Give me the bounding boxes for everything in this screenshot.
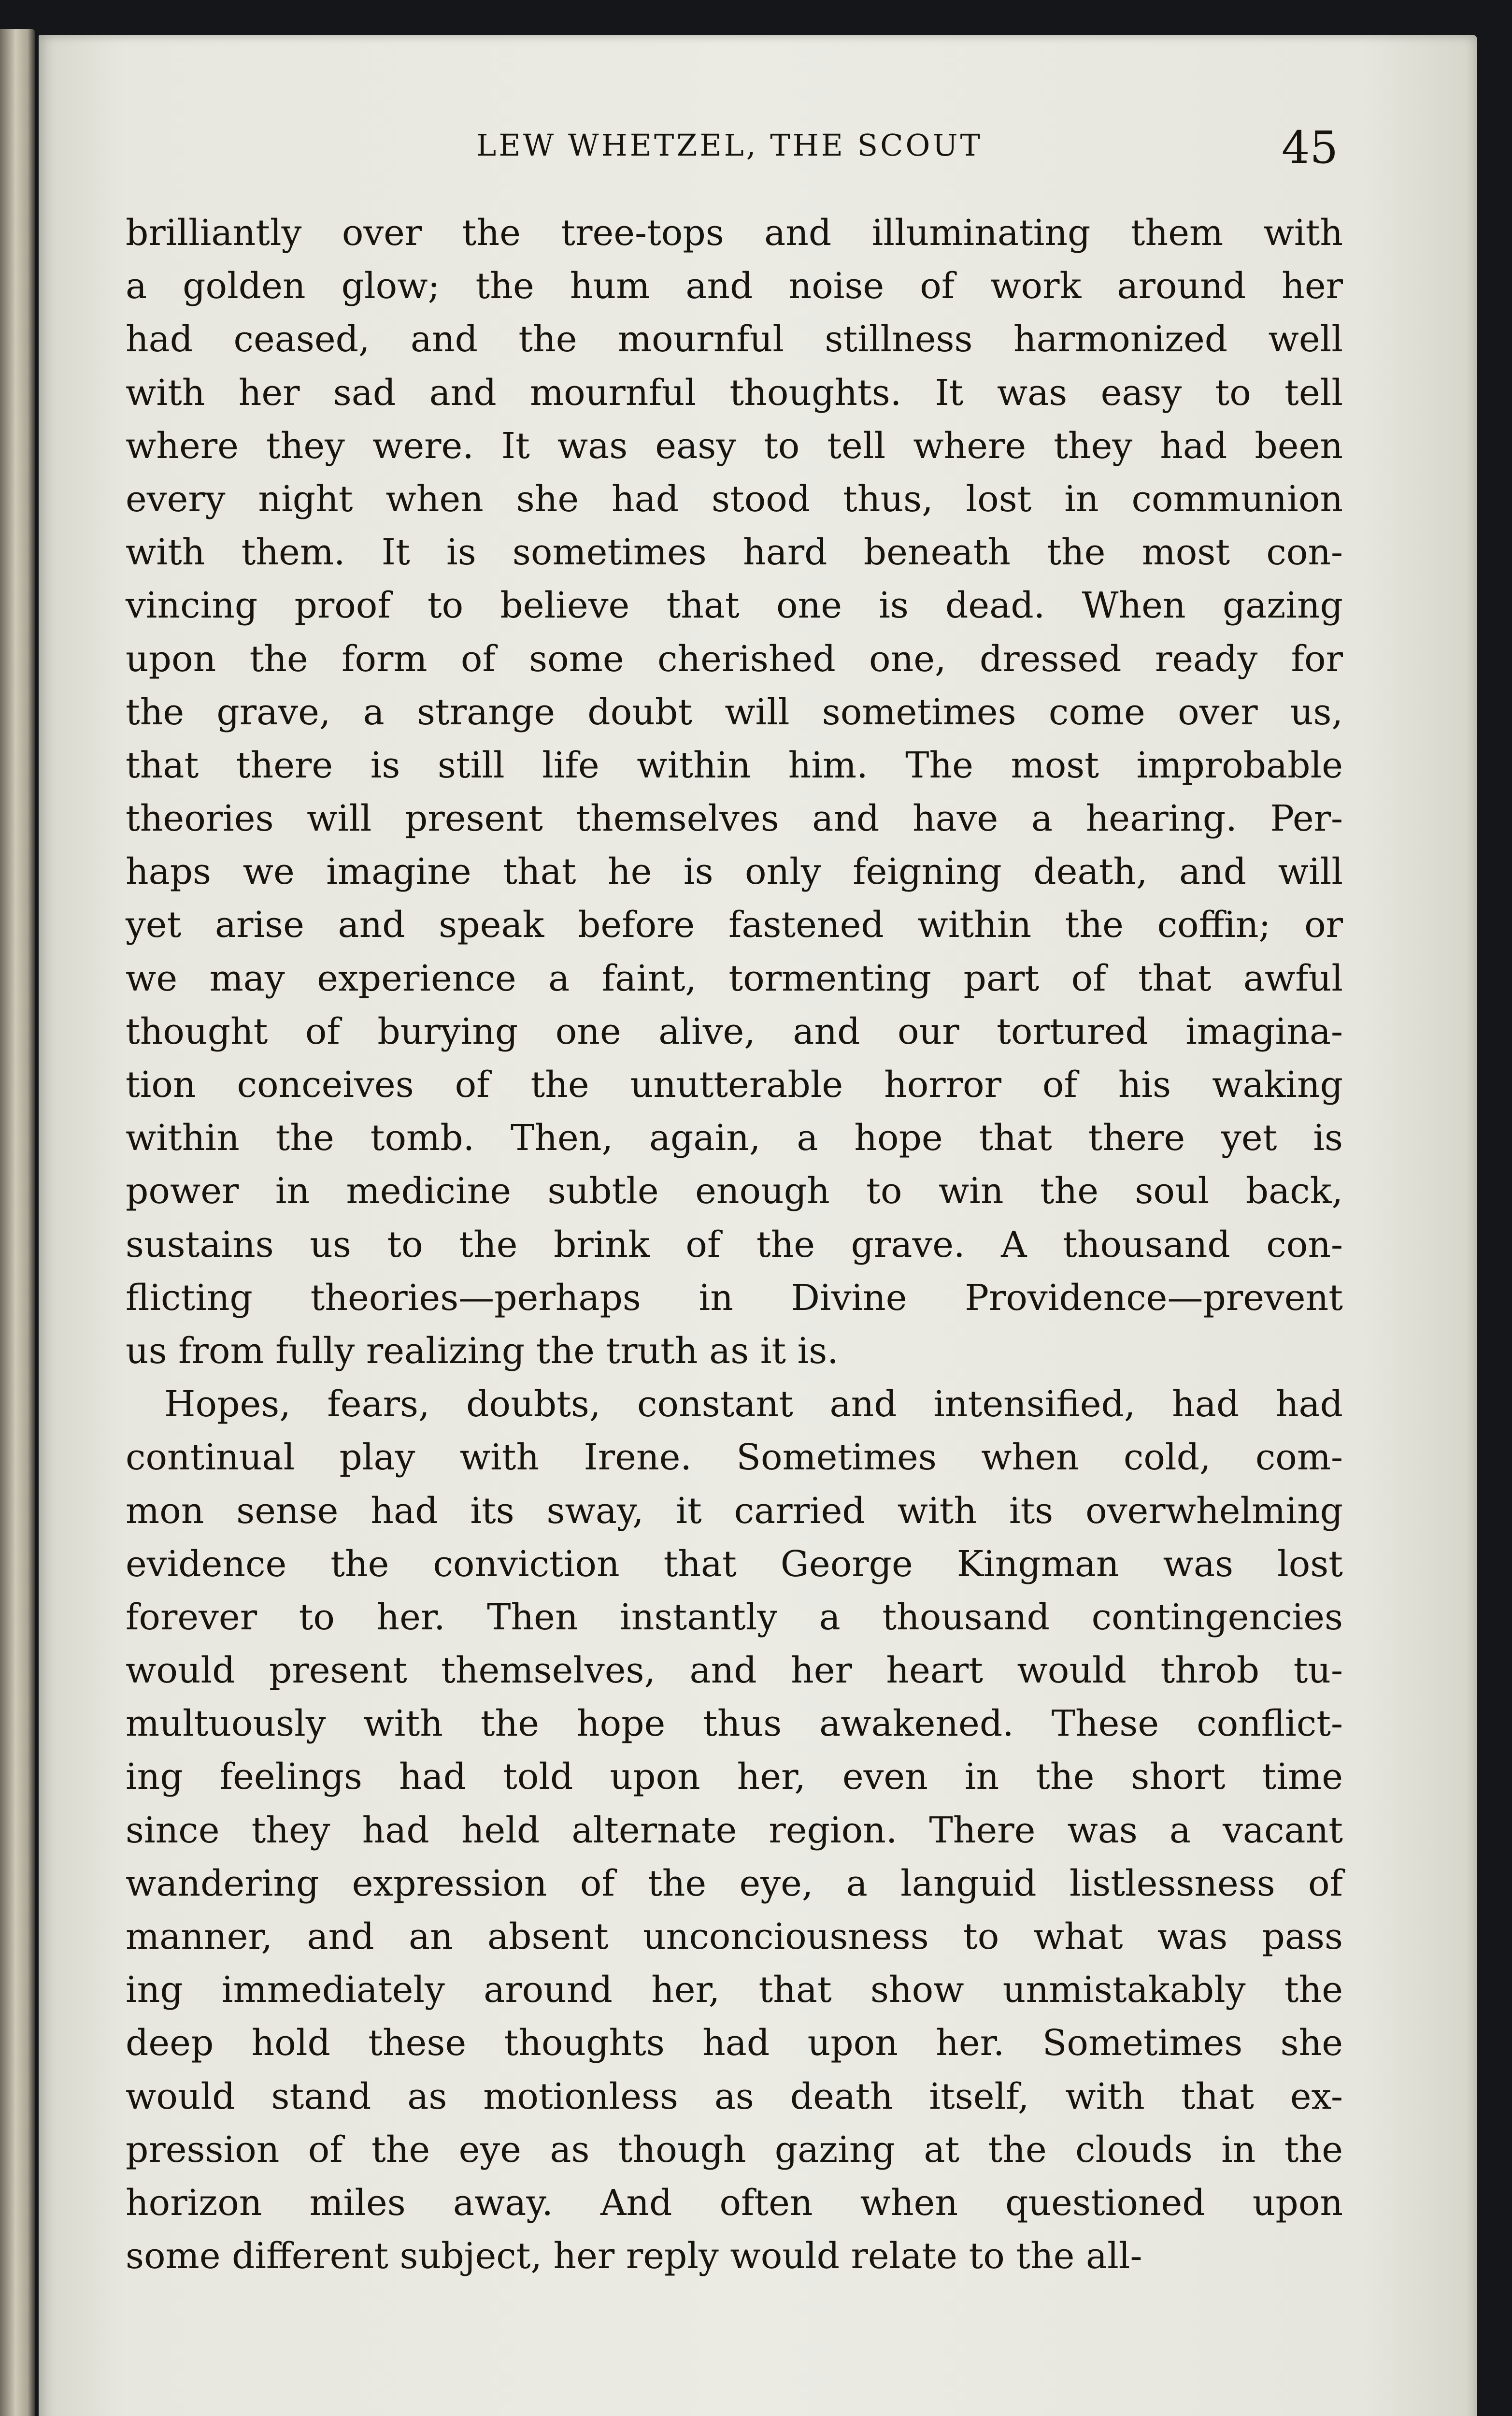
text-line: flicting theories—perhaps in Divine Providence—prevent xyxy=(126,1277,1343,1319)
text-line: since they had held alternate region. There was a vacant xyxy=(126,1809,1343,1851)
text-line: we may experience a faint, tormenting part of that awful xyxy=(126,957,1343,999)
text-line: within the tomb. Then, again, a hope that there yet is xyxy=(126,1117,1343,1159)
text-line: power in medicine subtle enough to win the soul back, xyxy=(126,1170,1343,1212)
text-line: a golden glow; the hum and noise of work around her xyxy=(126,265,1343,307)
text-line: upon the form of some cherished one, dressed ready for xyxy=(126,638,1343,680)
text-line: forever to her. Then instantly a thousand contingencies xyxy=(126,1596,1343,1638)
text-line: had ceased, and the mournful stillness harmonized well xyxy=(126,318,1343,360)
page-number: 45 xyxy=(1281,122,1338,173)
text-line: multuously with the hope thus awakened. These conflict- xyxy=(126,1703,1343,1745)
text-line: deep hold these thoughts had upon her. Sometimes she xyxy=(126,2022,1343,2064)
text-line: every night when she had stood thus, lost in communion xyxy=(126,478,1343,520)
text-line: with them. It is sometimes hard beneath the most con- xyxy=(126,532,1343,574)
text-line: with her sad and mournful thoughts. It was easy to tell xyxy=(126,372,1343,414)
text-line: Hopes, fears, doubts, constant and intensified, had had xyxy=(164,1383,1343,1425)
text-line: manner, and an absent unconciousness to what was pass xyxy=(126,1916,1343,1957)
body-text xyxy=(126,206,1343,2283)
text-line: ing feelings had told upon her, even in the short time xyxy=(126,1756,1343,1798)
text-line: the grave, a strange doubt will sometimes come over us, xyxy=(126,691,1343,733)
text-line: continual play with Irene. Sometimes when cold, com- xyxy=(126,1437,1343,1479)
running-head-title: LEW WHETZEL, THE SCOUT xyxy=(476,128,983,163)
text-line: thought of burying one alive, and our tortured imagina- xyxy=(126,1010,1343,1052)
text-line: where they were. It was easy to tell where they had been xyxy=(126,425,1343,467)
text-line: yet arise and speak before fastened within the coffin; or xyxy=(126,904,1343,946)
text-line: wandering expression of the eye, a languid listlessness of xyxy=(126,1862,1343,1904)
text-line: vincing proof to believe that one is dead. When gazing xyxy=(126,585,1343,627)
text-line: that there is still life within him. The most improbable xyxy=(126,744,1343,786)
text-line: sustains us to the brink of the grave. A thousand con- xyxy=(126,1223,1343,1266)
text-line: pression of the eye as though gazing at the clouds in the xyxy=(126,2128,1343,2171)
text-line: some different subject, her reply would relate to the all- xyxy=(126,2235,1142,2277)
text-line: mon sense had its sway, it carried with its overwhelming xyxy=(126,1490,1343,1532)
text-line: haps we imagine that he is only feigning death, and will xyxy=(126,851,1343,893)
text-line: horizon miles away. And often when questioned upon xyxy=(126,2182,1343,2224)
previous-page-edge xyxy=(0,29,35,2416)
text-line: theories will present themselves and have a hearing. Per- xyxy=(126,798,1343,840)
running-head xyxy=(121,122,1338,180)
text-line: brilliantly over the tree-tops and illuminating them with xyxy=(126,212,1343,254)
text-line: would present themselves, and her heart would throb tu- xyxy=(126,1650,1343,1692)
text-line: ing immediately around her, that show unmistakably the xyxy=(126,1969,1343,2011)
text-line: tion conceives of the unutterable horror of his waking xyxy=(126,1064,1343,1106)
text-line: us from fully realizing the truth as it is. xyxy=(126,1330,839,1372)
text-line: evidence the conviction that George Kingman was lost xyxy=(126,1543,1343,1585)
text-line: would stand as motionless as death itself, with that ex- xyxy=(126,2075,1343,2117)
book-page xyxy=(39,35,1477,2416)
